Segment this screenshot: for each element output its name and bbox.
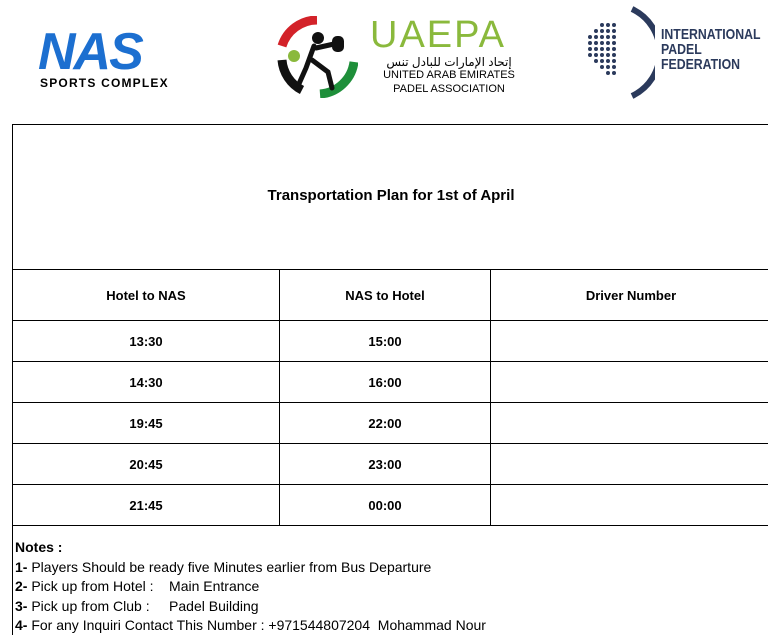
column-header-hotel-to-nas: Hotel to NAS [13,270,280,321]
driver-number-cell [491,321,768,362]
international-padel-federation-logo [580,5,768,100]
hotel-to-nas-cell: 13:30 [13,321,280,362]
notes-section [15,538,486,636]
table-row [13,321,768,362]
note-text: Pick up from Hotel : Main Entrance [27,578,259,594]
logo-header [0,0,768,110]
note-item [15,616,486,636]
nas-sports-complex-logo [38,24,213,94]
table-row [13,403,768,444]
note-item [15,558,486,578]
column-header-nas-to-hotel: NAS to Hotel [280,270,491,321]
uaepa-english-name-line1: UNITED ARAB EMIRATES [372,69,526,81]
driver-number-cell [491,403,768,444]
hotel-to-nas-cell: 14:30 [13,362,280,403]
table-header-row [13,270,768,321]
driver-number-cell [491,362,768,403]
nas-to-hotel-cell: 22:00 [280,403,491,444]
ipf-line1: INTERNATIONAL [661,27,761,42]
table-row [13,362,768,403]
table-row [13,444,768,485]
uaepa-player-emblem-icon [276,16,358,98]
ipf-line2: PADEL [661,42,761,57]
hotel-to-nas-cell: 19:45 [13,403,280,444]
uaepa-arabic-name: إتحاد الإمارات للبادل تنس [372,55,526,69]
note-number: 2- [15,578,27,594]
column-header-driver-number: Driver Number [491,270,768,321]
transportation-plan-frame [12,124,768,635]
nas-to-hotel-cell: 15:00 [280,321,491,362]
note-number: 3- [15,598,27,614]
driver-number-cell [491,444,768,485]
note-text: Pick up from Club : Padel Building [27,598,258,614]
ipf-dotted-ball-icon [580,5,655,100]
nas-to-hotel-cell: 00:00 [280,485,491,526]
hotel-to-nas-cell: 20:45 [13,444,280,485]
ipf-line3: FEDERATION [661,57,761,72]
nas-to-hotel-cell: 23:00 [280,444,491,485]
table-row [13,485,768,526]
hotel-to-nas-cell: 21:45 [13,485,280,526]
nas-to-hotel-cell: 16:00 [280,362,491,403]
document-title: Transportation Plan for 1st of April [13,187,768,204]
ipf-wordmark [661,27,761,72]
nas-logo-subtitle: SPORTS COMPLEX [40,76,169,90]
title-area [13,125,768,270]
nas-logo-wordmark: NAS [38,24,142,80]
driver-number-cell [491,485,768,526]
uaepa-english-name-line2: PADEL ASSOCIATION [372,83,526,95]
note-item [15,597,486,617]
transportation-table [13,270,768,526]
notes-title: Notes : [15,538,486,558]
note-text: Players Should be ready five Minutes earlier from Bus Departure [27,559,431,575]
note-item [15,577,486,597]
uaepa-logo [276,14,536,100]
note-number: 4- [15,617,27,633]
uaepa-wordmark: UAEPA [370,14,506,56]
note-text: For any Inquiri Contact This Number : +971544807204 Mohammad Nour [27,617,486,633]
note-number: 1- [15,559,27,575]
